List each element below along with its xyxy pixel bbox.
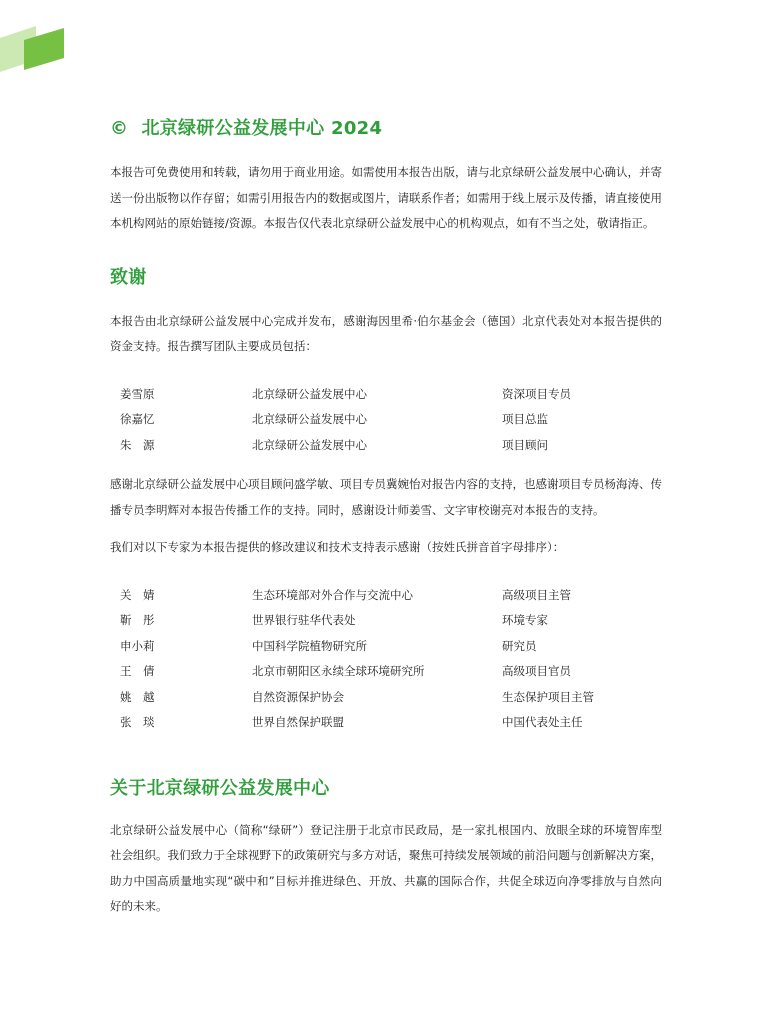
table-row	[120, 659, 662, 685]
expert-role: 中国代表处主任	[502, 715, 583, 729]
experts-table	[120, 583, 662, 736]
author-name: 姜雪原	[120, 386, 155, 401]
corner-decoration-graphic	[0, 0, 80, 80]
expert-role: 研究员	[502, 638, 537, 653]
expert-role: 高级项目官员	[502, 664, 571, 678]
authors-table	[120, 382, 662, 459]
author-org: 北京绿研公益发展中心	[252, 386, 367, 401]
copyright-symbol: ©	[110, 118, 129, 139]
expert-role: 环境专家	[502, 613, 548, 627]
expert-org: 世界银行驻华代表处	[252, 613, 356, 627]
acknowledgements-heading: 致谢	[110, 266, 147, 288]
table-row	[120, 407, 662, 433]
expert-role: 生态保护项目主管	[502, 689, 594, 704]
expert-role: 高级项目主管	[502, 587, 571, 602]
expert-name: 关 婧	[120, 587, 155, 602]
author-name: 徐嘉忆	[120, 412, 155, 426]
expert-name: 姚 越	[120, 689, 155, 704]
copyright-title	[110, 116, 662, 142]
acknowledgements-intro: 本报告由北京绿研公益发展中心完成并发布，感谢海因里希·伯尔基金会（德国）北京代表处对本报告提供的资金支持。报告撰写团队主要成员包括：	[110, 313, 662, 353]
author-role: 资深项目专员	[502, 386, 571, 401]
expert-name: 王 倩	[120, 664, 155, 678]
expert-org: 中国科学院植物研究所	[252, 638, 367, 653]
expert-name: 靳 彤	[120, 613, 155, 627]
table-row	[120, 685, 662, 711]
table-row	[120, 583, 662, 609]
table-row	[120, 433, 662, 459]
author-role: 项目总监	[502, 412, 548, 426]
table-row	[120, 634, 662, 660]
about-heading: 关于北京绿研公益发展中心	[110, 777, 330, 799]
thanks-paragraph: 感谢北京绿研公益发展中心项目顾问盛学敏、项目专员冀婉怡对报告内容的支持，也感谢项目专员杨海涛、传播专员李明辉对本报告传播工作的支持。同时，感谢设计师姜雪、文字审校谢亮对本报告的支持。	[110, 477, 662, 517]
about-paragraph: 北京绿研公益发展中心（简称“绿研”）登记注册于北京市民政局，是一家扎根国内、放眼全球的环境智库型社会组织。我们致力于全球视野下的政策研究与多方对话，聚焦可持续发展领域的前沿问题与创新解决方案，助力中国高质量地实现“碳中和”目标并推进绿色、开放、共赢的国际合作，共促全球迈向净零排放与自然向好的未来。	[110, 822, 662, 913]
expert-org: 北京市朝阳区永续全球环境研究所	[252, 664, 425, 678]
expert-org: 生态环境部对外合作与交流中心	[252, 587, 413, 602]
table-row	[120, 382, 662, 408]
author-name: 朱 源	[120, 437, 155, 452]
author-org: 北京绿研公益发展中心	[252, 412, 367, 426]
expert-org: 世界自然保护联盟	[252, 715, 344, 729]
expert-name: 申小莉	[120, 638, 155, 653]
copyright-title-text: 北京绿研公益发展中心 2024	[141, 118, 383, 139]
page-content	[110, 116, 662, 920]
experts-intro: 我们对以下专家为本报告提供的修改建议和技术支持表示感谢（按姓氏拼音首字母排序）：	[110, 540, 565, 554]
author-org: 北京绿研公益发展中心	[252, 437, 367, 452]
expert-name: 张 琰	[120, 715, 155, 729]
copyright-notice: 本报告可免费使用和转载，请勿用于商业用途。如需使用本报告出版，请与北京绿研公益发展中心确认，并寄送一份出版物以作存留；如需引用报告内的数据或图片，请联系作者；如需用于线上展示及传播，请直接使用本机构网站的原始链接/资源。本报告仅代表北京绿研公益发展中心的机构观点，如有不当之处，敬请指正。	[110, 165, 662, 230]
table-row	[120, 608, 662, 634]
table-row	[120, 710, 662, 736]
author-role: 项目顾问	[502, 437, 548, 452]
expert-org: 自然资源保护协会	[252, 689, 344, 704]
